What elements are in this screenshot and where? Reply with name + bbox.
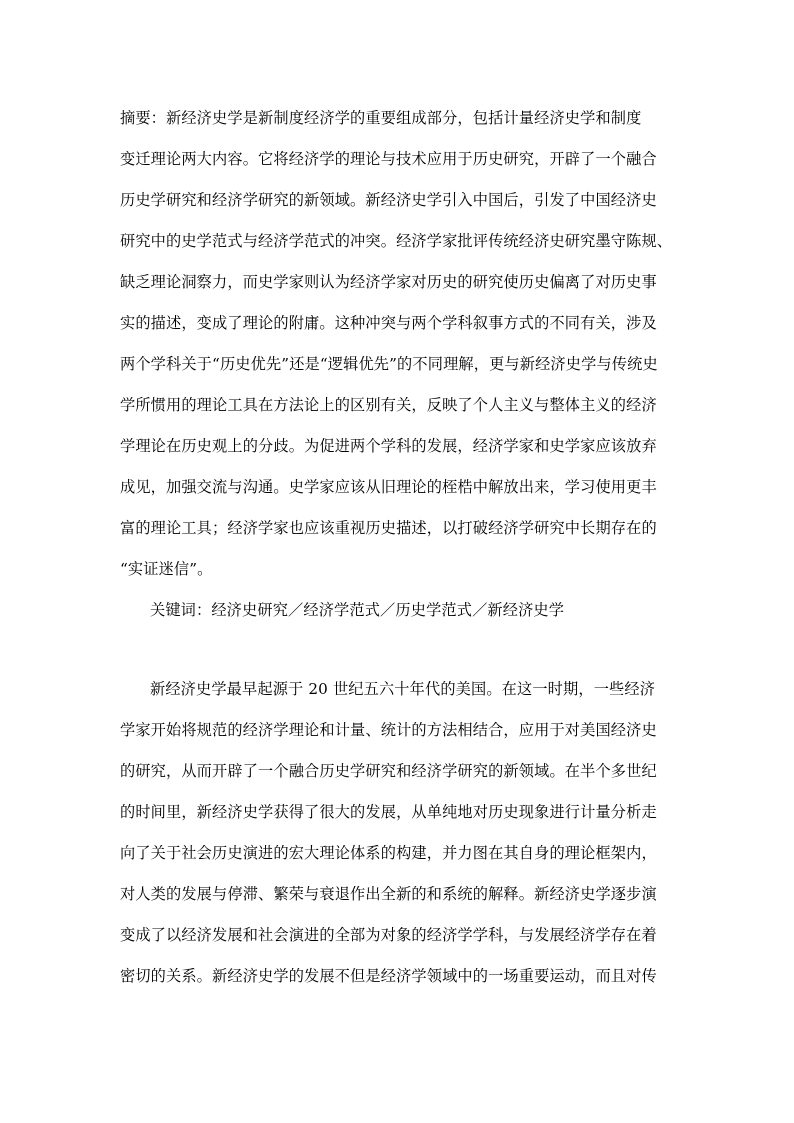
body-line: 变成了以经济发展和社会演进的全部为对象的经济学学科，与发展经济学存在着 — [120, 926, 657, 944]
abstract-line: 富的理论工具；经济学家也应该重视历史描述，以打破经济学研究中长期存在的 — [120, 519, 657, 537]
abstract-line: 成见，加强交流与沟通。史学家应该从旧理论的桎梏中解放出来，学习使用更丰 — [120, 478, 657, 496]
body-line: 对人类的发展与停滞、繁荣与衰退作出全新的和系统的解释。新经济史学逐步演 — [120, 885, 657, 903]
body-line: 学家开始将规范的经济学理论和计量、统计的方法相结合，应用于对美国经济史 — [120, 721, 657, 739]
abstract-line: 实的描述，变成了理论的附庸。这种冲突与两个学科叙事方式的不同有关，涉及 — [120, 314, 657, 332]
abstract-line: 缺乏理论洞察力，而史学家则认为经济学家对历史的研究使历史偏离了对历史事 — [120, 273, 657, 291]
abstract-line: 历史学研究和经济学研究的新领域。新经济史学引入中国后，引发了中国经济史 — [120, 191, 657, 209]
keywords-line: 关键词：经济史研究／经济学范式／历史学范式／新经济史学 — [150, 601, 565, 619]
abstract-line: 变迁理论两大内容。它将经济学的理论与技术应用于历史研究，开辟了一个融合 — [120, 150, 657, 168]
abstract-line: 研究中的史学范式与经济学范式的冲突。经济学家批评传统经济史研究墨守陈规、 — [120, 232, 673, 250]
body-line: 新经济史学最早起源于 20 世纪五六十年代的美国。在这一时期，一些经济 — [150, 680, 656, 698]
body-line: 的时间里，新经济史学获得了很大的发展，从单纯地对历史现象进行计量分析走 — [120, 803, 657, 821]
abstract-line: “实证迷信”。 — [120, 560, 213, 578]
body-line: 向了关于社会历史演进的宏大理论体系的构建，并力图在其自身的理论框架内， — [120, 844, 657, 862]
abstract-line: 两个学科关于“历史优先”还是“逻辑优先”的不同理解，更与新经济史学与传统史 — [120, 355, 658, 373]
abstract-line: 学理论在历史观上的分歧。为促进两个学科的发展，经济学家和史学家应该放弃 — [120, 437, 657, 455]
abstract-line: 学所惯用的理论工具在方法论上的区别有关，反映了个人主义与整体主义的经济 — [120, 396, 657, 414]
body-line: 密切的关系。新经济史学的发展不但是经济学领域中的一场重要运动，而且对传 — [120, 967, 657, 985]
body-line: 的研究，从而开辟了一个融合历史学研究和经济学研究的新领域。在半个多世纪 — [120, 762, 657, 780]
abstract-line: 摘要：新经济史学是新制度经济学的重要组成部分，包括计量经济史学和制度 — [120, 109, 642, 127]
